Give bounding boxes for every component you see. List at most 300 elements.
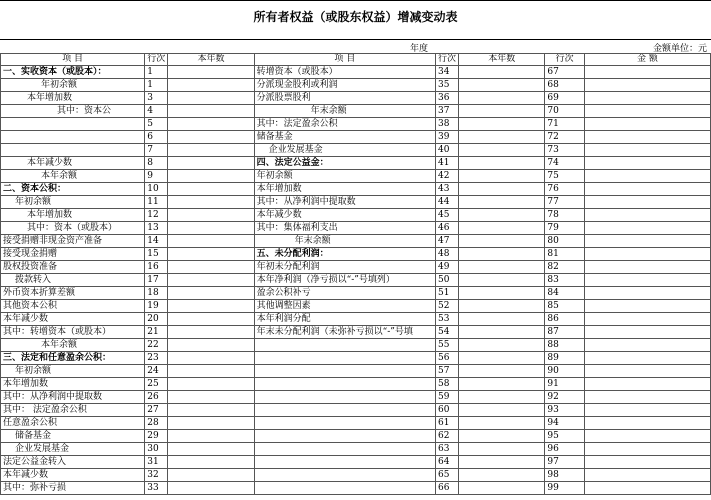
right-line-no-2: 74 <box>545 157 585 170</box>
amount-cell[interactable] <box>584 79 710 92</box>
table-row <box>1 417 711 430</box>
right-line-no: 41 <box>436 157 459 170</box>
amount-cell[interactable] <box>584 144 710 157</box>
right-line-no-2: 95 <box>545 430 585 443</box>
right-line-no-2: 83 <box>545 274 585 287</box>
right-this-year-cell[interactable] <box>459 261 545 274</box>
left-this-year-cell[interactable] <box>168 170 254 183</box>
left-this-year-cell[interactable] <box>168 196 254 209</box>
right-line-no-2: 99 <box>545 482 585 495</box>
right-item-label: 分派现金股利或利润 <box>254 79 435 92</box>
left-line-no: 7 <box>145 144 168 157</box>
left-this-year-cell[interactable] <box>168 326 254 339</box>
table-row <box>1 378 711 391</box>
right-line-no-2: 88 <box>545 339 585 352</box>
left-this-year-cell[interactable] <box>168 313 254 326</box>
right-this-year-cell[interactable] <box>459 92 545 105</box>
right-this-year-cell[interactable] <box>459 430 545 443</box>
amount-cell[interactable] <box>584 222 710 235</box>
amount-cell[interactable] <box>584 352 710 365</box>
left-item-label <box>1 144 145 157</box>
right-item-label <box>254 365 435 378</box>
table-row <box>1 326 711 339</box>
right-item-label: 年末余额 <box>254 235 435 248</box>
table-row <box>1 248 711 261</box>
left-this-year-cell[interactable] <box>168 443 254 456</box>
right-this-year-cell[interactable] <box>459 79 545 92</box>
right-line-no-2: 85 <box>545 300 585 313</box>
amount-cell[interactable] <box>584 443 710 456</box>
right-item-label <box>254 391 435 404</box>
left-line-no: 1 <box>145 66 168 79</box>
amount-cell[interactable] <box>584 287 710 300</box>
table-row <box>1 66 711 79</box>
right-line-no-2: 72 <box>545 131 585 144</box>
left-item-label: 股权投资准备 <box>1 261 145 274</box>
right-item-label: 五、未分配利润： <box>254 248 435 261</box>
amount-cell[interactable] <box>584 339 710 352</box>
title-border <box>0 39 711 40</box>
left-item-label: 一、实收资本（或股本）： <box>1 66 145 79</box>
amount-cell[interactable] <box>584 261 710 274</box>
right-this-year-cell[interactable] <box>459 378 545 391</box>
table-row <box>1 339 711 352</box>
right-line-no-2: 97 <box>545 456 585 469</box>
left-item-label: 本年余额 <box>1 339 145 352</box>
right-line-no-2: 75 <box>545 170 585 183</box>
amount-cell[interactable] <box>584 365 710 378</box>
right-line-no: 42 <box>436 170 459 183</box>
right-item-label <box>254 443 435 456</box>
right-line-no-2: 77 <box>545 196 585 209</box>
right-line-no: 47 <box>436 235 459 248</box>
year-label: 年度 <box>410 44 429 54</box>
right-item-label: 本年增加数 <box>254 183 435 196</box>
right-this-year-cell[interactable] <box>459 456 545 469</box>
left-line-no: 30 <box>145 443 168 456</box>
right-this-year-cell[interactable] <box>459 248 545 261</box>
table-row <box>1 404 711 417</box>
left-item-label: 本年增加数 <box>1 92 145 105</box>
left-this-year-cell[interactable] <box>168 417 254 430</box>
unit-label: 金额单位：元 <box>652 44 707 54</box>
header-line: 行次 <box>145 54 168 66</box>
right-this-year-cell[interactable] <box>459 417 545 430</box>
right-line-no-2: 98 <box>545 469 585 482</box>
amount-cell[interactable] <box>584 235 710 248</box>
right-line-no: 37 <box>436 105 459 118</box>
left-item-label <box>1 118 145 131</box>
table-row <box>1 235 711 248</box>
header-row <box>1 54 711 66</box>
right-line-no: 65 <box>436 469 459 482</box>
amount-cell[interactable] <box>584 92 710 105</box>
left-line-no: 25 <box>145 378 168 391</box>
left-line-no: 10 <box>145 183 168 196</box>
amount-cell[interactable] <box>584 391 710 404</box>
right-line-no-2: 82 <box>545 261 585 274</box>
left-item-label: 其中：弥补亏损 <box>1 482 145 495</box>
right-this-year-cell[interactable] <box>459 66 545 79</box>
right-this-year-cell[interactable] <box>459 157 545 170</box>
left-this-year-cell[interactable] <box>168 131 254 144</box>
right-this-year-cell[interactable] <box>459 144 545 157</box>
right-line-no: 44 <box>436 196 459 209</box>
left-item-label: 其他资本公积 <box>1 300 145 313</box>
table-row <box>1 443 711 456</box>
left-line-no: 5 <box>145 118 168 131</box>
amount-cell[interactable] <box>584 482 710 495</box>
table-row <box>1 287 711 300</box>
right-this-year-cell[interactable] <box>459 313 545 326</box>
left-line-no: 3 <box>145 92 168 105</box>
right-item-label: 其中：法定盈余公积 <box>254 118 435 131</box>
left-this-year-cell[interactable] <box>168 66 254 79</box>
amount-cell[interactable] <box>584 300 710 313</box>
right-item-label: 其他调整因素 <box>254 300 435 313</box>
right-line-no: 62 <box>436 430 459 443</box>
amount-cell[interactable] <box>584 183 710 196</box>
left-line-no: 13 <box>145 222 168 235</box>
left-line-no: 19 <box>145 300 168 313</box>
right-item-label: 本年净利润（净亏损以“-”号填列） <box>254 274 435 287</box>
left-this-year-cell[interactable] <box>168 391 254 404</box>
right-this-year-cell[interactable] <box>459 365 545 378</box>
right-line-no: 34 <box>436 66 459 79</box>
amount-cell[interactable] <box>584 313 710 326</box>
right-item-label <box>254 417 435 430</box>
right-line-no-2: 93 <box>545 404 585 417</box>
right-line-no: 50 <box>436 274 459 287</box>
left-this-year-cell[interactable] <box>168 261 254 274</box>
right-line-no-2: 70 <box>545 105 585 118</box>
right-this-year-cell[interactable] <box>459 105 545 118</box>
right-this-year-cell[interactable] <box>459 196 545 209</box>
left-item-label: 本年增加数 <box>1 209 145 222</box>
right-line-no-2: 69 <box>545 92 585 105</box>
right-line-no-2: 86 <box>545 313 585 326</box>
header-amount: 金 额 <box>584 54 710 66</box>
right-line-no: 43 <box>436 183 459 196</box>
header-line-2: 行次 <box>436 54 459 66</box>
left-line-no: 27 <box>145 404 168 417</box>
table-row <box>1 300 711 313</box>
left-item-label: 其中： 法定盈余公积 <box>1 404 145 417</box>
right-line-no: 60 <box>436 404 459 417</box>
right-line-no: 56 <box>436 352 459 365</box>
table-row <box>1 261 711 274</box>
right-item-label <box>254 339 435 352</box>
amount-cell[interactable] <box>584 209 710 222</box>
right-line-no: 51 <box>436 287 459 300</box>
right-this-year-cell[interactable] <box>459 274 545 287</box>
left-line-no: 23 <box>145 352 168 365</box>
right-line-no-2: 90 <box>545 365 585 378</box>
right-this-year-cell[interactable] <box>459 404 545 417</box>
top-border <box>0 0 711 1</box>
amount-cell[interactable] <box>584 456 710 469</box>
left-item-label: 拨款转入 <box>1 274 145 287</box>
right-line-no: 49 <box>436 261 459 274</box>
right-this-year-cell[interactable] <box>459 118 545 131</box>
right-item-label <box>254 482 435 495</box>
right-this-year-cell[interactable] <box>459 300 545 313</box>
right-this-year-cell[interactable] <box>459 391 545 404</box>
left-line-no: 15 <box>145 248 168 261</box>
amount-cell[interactable] <box>584 378 710 391</box>
left-line-no: 22 <box>145 339 168 352</box>
right-item-label: 本年利润分配 <box>254 313 435 326</box>
left-item-label: 任意盈余公积 <box>1 417 145 430</box>
left-this-year-cell[interactable] <box>168 365 254 378</box>
amount-cell[interactable] <box>584 404 710 417</box>
amount-cell[interactable] <box>584 417 710 430</box>
right-line-no: 59 <box>436 391 459 404</box>
header-item-2: 项 目 <box>254 54 435 66</box>
left-this-year-cell[interactable] <box>168 274 254 287</box>
table-row <box>1 157 711 170</box>
right-line-no: 40 <box>436 144 459 157</box>
left-line-no: 29 <box>145 430 168 443</box>
right-item-label: 年末未分配利润（未弥补亏损以“-”号填 <box>254 326 435 339</box>
left-item-label: 年初余额 <box>1 196 145 209</box>
amount-cell[interactable] <box>584 118 710 131</box>
table-row <box>1 313 711 326</box>
left-item-label: 本年减少数 <box>1 313 145 326</box>
right-line-no: 53 <box>436 313 459 326</box>
table-row <box>1 118 711 131</box>
amount-cell[interactable] <box>584 430 710 443</box>
table-row <box>1 105 711 118</box>
table-row <box>1 196 711 209</box>
right-line-no-2: 79 <box>545 222 585 235</box>
table-row <box>1 469 711 482</box>
left-this-year-cell[interactable] <box>168 287 254 300</box>
table-row <box>1 222 711 235</box>
left-this-year-cell[interactable] <box>168 469 254 482</box>
left-this-year-cell[interactable] <box>168 79 254 92</box>
right-this-year-cell[interactable] <box>459 170 545 183</box>
left-item-label: 本年减少数 <box>1 469 145 482</box>
left-this-year-cell[interactable] <box>168 105 254 118</box>
left-line-no: 32 <box>145 469 168 482</box>
right-this-year-cell[interactable] <box>459 287 545 300</box>
right-line-no-2: 80 <box>545 235 585 248</box>
left-line-no: 24 <box>145 365 168 378</box>
right-item-label: 年末余额 <box>254 105 435 118</box>
left-item-label: 接受捐赠非现金资产准备 <box>1 235 145 248</box>
left-line-no: 28 <box>145 417 168 430</box>
right-item-label: 分派股票股利 <box>254 92 435 105</box>
left-line-no: 1 <box>145 79 168 92</box>
left-this-year-cell[interactable] <box>168 118 254 131</box>
left-this-year-cell[interactable] <box>168 183 254 196</box>
header-this-year-2: 本年数 <box>459 54 545 66</box>
left-item-label: 接受现金捐赠 <box>1 248 145 261</box>
right-line-no-2: 73 <box>545 144 585 157</box>
amount-cell[interactable] <box>584 131 710 144</box>
left-item-label: 二、资本公积： <box>1 183 145 196</box>
amount-cell[interactable] <box>584 469 710 482</box>
right-line-no-2: 89 <box>545 352 585 365</box>
amount-cell[interactable] <box>584 274 710 287</box>
right-this-year-cell[interactable] <box>459 131 545 144</box>
statement-table <box>0 53 711 495</box>
right-item-label: 其中：从净利润中提取数 <box>254 196 435 209</box>
right-line-no: 63 <box>436 443 459 456</box>
table-row <box>1 79 711 92</box>
table-row <box>1 183 711 196</box>
left-this-year-cell[interactable] <box>168 209 254 222</box>
left-line-no: 21 <box>145 326 168 339</box>
left-item-label: 外币资本折算差额 <box>1 287 145 300</box>
right-line-no-2: 94 <box>545 417 585 430</box>
right-item-label <box>254 378 435 391</box>
amount-cell[interactable] <box>584 196 710 209</box>
left-line-no: 6 <box>145 131 168 144</box>
right-this-year-cell[interactable] <box>459 469 545 482</box>
left-item-label: 其中：资本（或股本） <box>1 222 145 235</box>
left-item-label <box>1 131 145 144</box>
table-row <box>1 482 711 495</box>
table-row <box>1 170 711 183</box>
left-line-no: 16 <box>145 261 168 274</box>
right-item-label: 年初未分配利润 <box>254 261 435 274</box>
amount-cell[interactable] <box>584 326 710 339</box>
left-this-year-cell[interactable] <box>168 352 254 365</box>
left-this-year-cell[interactable] <box>168 92 254 105</box>
right-line-no: 36 <box>436 92 459 105</box>
left-item-label: 其中：转增资本（或股本） <box>1 326 145 339</box>
right-line-no: 61 <box>436 417 459 430</box>
table-row <box>1 430 711 443</box>
right-line-no-2: 78 <box>545 209 585 222</box>
right-item-label: 盈余公积补亏 <box>254 287 435 300</box>
right-line-no: 39 <box>436 131 459 144</box>
right-line-no: 52 <box>436 300 459 313</box>
left-this-year-cell[interactable] <box>168 144 254 157</box>
left-this-year-cell[interactable] <box>168 339 254 352</box>
right-item-label <box>254 456 435 469</box>
left-line-no: 26 <box>145 391 168 404</box>
left-line-no: 14 <box>145 235 168 248</box>
right-this-year-cell[interactable] <box>459 339 545 352</box>
right-line-no-2: 92 <box>545 391 585 404</box>
table-row <box>1 274 711 287</box>
amount-cell[interactable] <box>584 66 710 79</box>
right-item-label: 四、法定公益金： <box>254 157 435 170</box>
table-row <box>1 92 711 105</box>
left-this-year-cell[interactable] <box>168 456 254 469</box>
right-this-year-cell[interactable] <box>459 352 545 365</box>
right-item-label: 储备基金 <box>254 131 435 144</box>
right-this-year-cell[interactable] <box>459 222 545 235</box>
right-line-no-2: 87 <box>545 326 585 339</box>
left-item-label: 年初余额 <box>1 79 145 92</box>
left-line-no: 17 <box>145 274 168 287</box>
left-item-label: 其中：从净利润中提取数 <box>1 391 145 404</box>
left-item-label: 本年余额 <box>1 170 145 183</box>
left-this-year-cell[interactable] <box>168 378 254 391</box>
amount-cell[interactable] <box>584 157 710 170</box>
left-item-label: 储备基金 <box>1 430 145 443</box>
left-line-no: 18 <box>145 287 168 300</box>
left-this-year-cell[interactable] <box>168 157 254 170</box>
table-row <box>1 131 711 144</box>
right-this-year-cell[interactable] <box>459 209 545 222</box>
right-this-year-cell[interactable] <box>459 443 545 456</box>
left-line-no: 20 <box>145 313 168 326</box>
right-this-year-cell[interactable] <box>459 326 545 339</box>
left-this-year-cell[interactable] <box>168 300 254 313</box>
left-item-label: 本年减少数 <box>1 157 145 170</box>
left-line-no: 33 <box>145 482 168 495</box>
right-item-label <box>254 430 435 443</box>
right-this-year-cell[interactable] <box>459 183 545 196</box>
left-this-year-cell[interactable] <box>168 430 254 443</box>
right-line-no: 46 <box>436 222 459 235</box>
right-line-no-2: 68 <box>545 79 585 92</box>
right-line-no-2: 81 <box>545 248 585 261</box>
table-row <box>1 144 711 157</box>
right-line-no-2: 84 <box>545 287 585 300</box>
right-item-label <box>254 352 435 365</box>
amount-cell[interactable] <box>584 170 710 183</box>
left-this-year-cell[interactable] <box>168 248 254 261</box>
left-line-no: 31 <box>145 456 168 469</box>
left-item-label: 年初余额 <box>1 365 145 378</box>
right-line-no: 64 <box>436 456 459 469</box>
right-item-label: 本年减少数 <box>254 209 435 222</box>
right-line-no: 45 <box>436 209 459 222</box>
left-line-no: 9 <box>145 170 168 183</box>
left-item-label: 本年增加数 <box>1 378 145 391</box>
left-item-label: 法定公益金转入 <box>1 456 145 469</box>
header-this-year: 本年数 <box>168 54 254 66</box>
left-this-year-cell[interactable] <box>168 222 254 235</box>
left-this-year-cell[interactable] <box>168 482 254 495</box>
right-item-label: 年初余额 <box>254 170 435 183</box>
amount-cell[interactable] <box>584 105 710 118</box>
left-this-year-cell[interactable] <box>168 404 254 417</box>
right-item-label: 其中：集体福利支出 <box>254 222 435 235</box>
right-this-year-cell[interactable] <box>459 482 545 495</box>
left-line-no: 4 <box>145 105 168 118</box>
right-line-no-2: 67 <box>545 66 585 79</box>
right-item-label <box>254 404 435 417</box>
right-line-no: 55 <box>436 339 459 352</box>
table-row <box>1 391 711 404</box>
right-line-no: 66 <box>436 482 459 495</box>
right-line-no: 38 <box>436 118 459 131</box>
left-item-label: 企业发展基金 <box>1 443 145 456</box>
table-row <box>1 209 711 222</box>
right-line-no-2: 91 <box>545 378 585 391</box>
right-line-no-2: 71 <box>545 118 585 131</box>
amount-cell[interactable] <box>584 248 710 261</box>
right-this-year-cell[interactable] <box>459 235 545 248</box>
right-line-no-2: 96 <box>545 443 585 456</box>
left-this-year-cell[interactable] <box>168 235 254 248</box>
right-item-label: 企业发展基金 <box>254 144 435 157</box>
table-row <box>1 456 711 469</box>
header-item: 项 目 <box>1 54 145 66</box>
page-title: 所有者权益（或股东权益）增减变动表 <box>253 10 458 24</box>
right-line-no: 48 <box>436 248 459 261</box>
right-line-no-2: 76 <box>545 183 585 196</box>
right-item-label <box>254 469 435 482</box>
right-line-no: 57 <box>436 365 459 378</box>
